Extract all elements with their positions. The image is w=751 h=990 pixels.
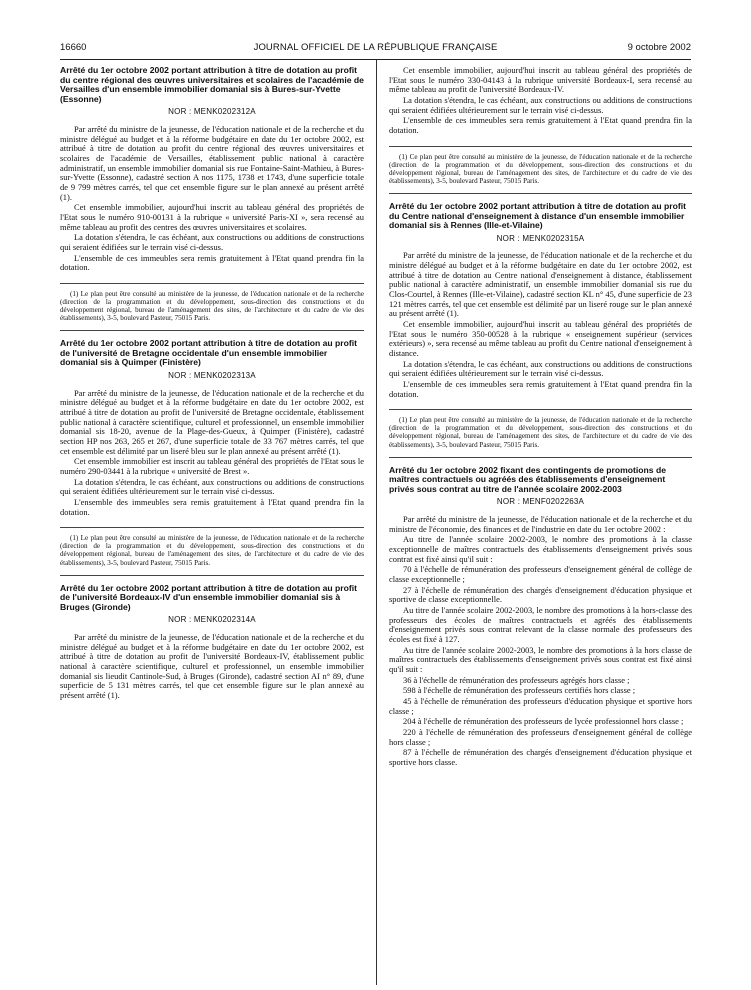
nor-reference: NOR : MENF0202263A bbox=[496, 497, 585, 507]
article-title: Arrêté du 1er octobre 2002 portant attribution à titre de dotation au profit du centre régional des œuvres universitaires et scolaires de l'académie de Versailles d'un ensemble immobilier domanial sis à Bures-sur-Yvette (Essonne) bbox=[60, 66, 364, 104]
article-paragraph: Au titre de l'année scolaire 2002-2003, le nombre des promotions à la hors-classe des professeurs des écoles de maîtres contractuels et agréés des établissements d'enseignement privés sous contrat relevant de la classe normale des professeurs des écoles est fixé à 127. bbox=[389, 604, 692, 644]
article-paragraph: L'ensemble de ces immeubles sera remis gratuitement à l'Etat quand prendra fin la dotation. bbox=[389, 378, 692, 399]
article-title: Arrêté du 1er octobre 2002 portant attribution à titre de dotation au profit de l'université de Bretagne occidentale d'un ensemble immobilier domanial sis à Quimper (Finistère) bbox=[60, 338, 357, 368]
article-title: Arrêté du 1er octobre 2002 fixant des contingents de promotions de maîtres contractuels ou agréés des établissements d'enseignement privés sous contrat au titre de l'année scolaire 2002-2003 bbox=[389, 464, 666, 494]
article-paragraph: Cet ensemble immobilier est inscrit au tableau général des propriétés de l'Etat sous le numéro 290-03441 à la rubrique « université de Brest ». bbox=[60, 456, 364, 476]
article-paragraph: Au titre de l'année scolaire 2002-2003, le nombre des promotions à la hors classe de maîtres contractuels des établissements d'enseignement privés sous contrat est fixé ainsi qu'il suit : bbox=[389, 644, 692, 674]
article-separator bbox=[389, 457, 692, 458]
article-paragraph: Par arrêté du ministre de la jeunesse, de l'éducation nationale et de la recherche et du ministre délégué au budget et à la réforme budgétaire en date du 1er octobre 2002, est attribué à titre de dotation au profit de l'université de Bretagne occidentale, établissement public national à caractère scientifique, culturel et professionnel, un ensemble immobilier domanial sis 18-20, avenue de la Plage-des-Gueux, à Quimper (Finistère), cadastré section HP nos 263, 265 et 267, d'une superficie totale de 33 767 mètres carrés, tel que cet ensemble est délimité par un liseré bleu sur le plan annexé au présent arrêté (1). bbox=[60, 387, 364, 456]
article-paragraph: La dotation s'étendra, le cas échéant, aux constructions ou additions de constructions qui seraient édifiées ultérieurement sur le terrain visé ci-dessus. bbox=[389, 358, 692, 379]
article-quimper bbox=[60, 339, 364, 575]
article-separator bbox=[60, 575, 364, 576]
article-paragraph: La dotation s'étendra, le cas échéant, aux constructions ou additions de constructions qui seraient édifiées ultérieurement sur le terrain visé ci-dessus. bbox=[389, 94, 692, 115]
journal-title: JOURNAL OFFICIEL DE LA RÉPUBLIQUE FRANÇAISE bbox=[253, 42, 498, 53]
footnote bbox=[389, 416, 692, 448]
footnote-rule bbox=[60, 527, 364, 528]
article-paragraph: 220 à l'échelle de rémunération des professeurs d'enseignement général de collège hors classe ; bbox=[389, 726, 692, 747]
right-column bbox=[389, 66, 692, 981]
issue-date: 9 octobre 2002 bbox=[627, 42, 691, 53]
article-paragraph: La dotation s'étendra, le cas échéant, aux constructions ou additions de constructions qui seraient édifiées ultérieurement sur le terrain visé ci-dessus. bbox=[60, 476, 364, 497]
article-paragraph: 87 à l'échelle de rémunération des chargés d'enseignement d'éducation physique et sportive hors classe. bbox=[389, 747, 692, 767]
article-paragraph: L'ensemble de ces immeubles sera remis gratuitement à l'Etat quand prendra fin la dotation. bbox=[389, 115, 692, 135]
column-divider bbox=[376, 60, 377, 985]
article-title: Arrêté du 1er octobre 2002 portant attribution à titre de dotation au profit de l'université Bordeaux-IV d'un ensemble immobilier domanial sis à Bruges (Gironde) bbox=[60, 582, 357, 612]
article-separator bbox=[60, 330, 364, 331]
article-paragraph: 45 à l'échelle de rémunération des professeurs d'éducation physique et sportive hors classe ; bbox=[389, 695, 692, 716]
footnote bbox=[389, 153, 692, 185]
nor-reference: NOR : MENK0202313A bbox=[168, 371, 256, 381]
article-paragraph: Par arrêté du ministre de la jeunesse, de l'éducation nationale et de la recherche et du ministre délégué au budget et à la réforme budgétaire en date du 1er octobre 2002, est attribué à titre de dotation au profit du centre régional des œuvres universitaires et scolaires de l'académie de Versailles, établissement public national à caractère administratif, un ensemble immobilier domanial sis rue Fontaine-Saint-Mathieu, à Bures-sur-Yvette (Essonne), cadastré section A nos 1175, 1738 et 1743, d'une superficie totale de 9 799 mètres carrés, tel que cet ensemble figure sur le plan annexé au présent arrêté (1). bbox=[60, 124, 364, 202]
page-header bbox=[60, 42, 691, 56]
footnote bbox=[60, 290, 364, 322]
footnote-text: (1) Le plan peut être consulté au ministère de la jeunesse, de l'éducation nationale et de la recherche (direction de la programmation et du développement, sous-direction des constructions et du développement régional, bureau de l'aménagement des sites, de l'architecture et du cadre de vie des établissements), 3-5, boulevard Pasteur, 75015 Paris. bbox=[60, 534, 364, 567]
article-paragraph: Cet ensemble immobilier, aujourd'hui inscrit au tableau général des propriétés de l'Etat sous le numéro 350-00528 à la rubrique « enseignement supérieur (services extérieurs) », sera recensé au même tableau au profit du Centre national d'enseignement à distance. bbox=[389, 319, 692, 358]
left-column bbox=[60, 66, 364, 981]
article-paragraph: Cet ensemble immobilier, aujourd'hui inscrit au tableau général des propriétés de l'Etat sous le numéro 330-04143 à la rubrique université Bordeaux-I, sera recensé au même tableau au profit de l'université Bordeaux-IV. bbox=[389, 66, 692, 95]
article-bures-sur-yvette bbox=[60, 66, 364, 331]
article-paragraph: Au titre de l'année scolaire 2002-2003, le nombre des promotions à la classe exceptionnelle de maîtres contractuels des établissements d'enseignement privés sous contrat est fixé ainsi qu'il suit : bbox=[389, 534, 692, 564]
article-title: Arrêté du 1er octobre 2002 portant attribution à titre de dotation au profit du Centre national d'enseignement à distance d'un ensemble immobilier domanial sis à Rennes (Ille-et-Vilaine) bbox=[389, 200, 686, 231]
article-paragraph: 598 à l'échelle de rémunération des professeurs certifiés hors classe ; bbox=[403, 685, 636, 696]
article-bruges bbox=[60, 584, 364, 701]
page-number: 16660 bbox=[60, 42, 87, 53]
footnote-text: (1) Le plan peut être consulté au ministère de la jeunesse, de l'éducation nationale et de la recherche (direction de la programmation et du développement, sous-direction des constructions et du développement régional, bureau de l'aménagement des sites, de l'architecture et du cadre de vie des établissements), 3-5, boulevard Pasteur, 75015 Paris. bbox=[60, 289, 364, 323]
article-paragraph: La dotation s'étendra, le cas échéant, aux constructions ou additions de constructions qui seraient édifiées sur le terrain visé ci-dessus. bbox=[60, 232, 364, 252]
footnote-rule bbox=[60, 283, 364, 284]
article-promotions bbox=[389, 466, 692, 768]
article-paragraph: Par arrêté du ministre de la jeunesse, de l'éducation nationale et de la recherche et du ministre délégué au budget et à la réforme budgétaire en date du 1er octobre 2002, est attribué à titre de dotation au Centre national d'enseignement à distance, établissement public national à caractère administratif, un ensemble immobilier domanial sis rue du Clos-Courtel, à Rennes (Ille-et-Vilaine), cadastré section KL n° 45, d'une superficie de 23 121 mètres carrés, tel que cet ensemble est délimité par un liseré rouge sur le plan annexé au présent arrêté (1). bbox=[389, 250, 692, 319]
article-paragraph: Par arrêté du ministre de la jeunesse, de l'éducation nationale et de la recherche et du ministre délégué au budget et à la réforme budgétaire en date du 1er octobre 2002, est attribué à titre de dotation au profit de l'université Bordeaux-IV, établissement public national à caractère scientifique, culturel et professionnel, un ensemble immobilier domanial sis lieudit Cantinole-Sud, à Bruges (Gironde), cadastré section AI n° 89, d'une superficie de 5 131 mètres carrés, tel que cet ensemble figure sur le plan annexé au présent arrêté (1). bbox=[60, 632, 364, 700]
article-paragraph: 27 à l'échelle de rémunération des chargés d'enseignement d'éducation physique et sportive de classe exceptionnelle. bbox=[389, 584, 692, 605]
article-separator bbox=[389, 193, 692, 194]
article-paragraph: Cet ensemble immobilier, aujourd'hui inscrit au tableau général des propriétés de l'Etat sous le numéro 910-00131 à la rubrique « université Paris-XI », sera recensé au même tableau au profit des centres des œuvres universitaires et scolaires. bbox=[60, 202, 364, 232]
article-paragraph: Par arrêté du ministre de la jeunesse, de l'éducation nationale et de la recherche et du ministre de l'économie, des finances et de l'industrie en date du 1er octobre 2002 : bbox=[389, 514, 692, 534]
nor-reference: NOR : MENK0202312A bbox=[168, 107, 256, 117]
article-paragraph: 36 à l'échelle de rémunération des professeurs agrégés hors classe ; bbox=[403, 674, 630, 685]
nor-reference: NOR : MENK0202314A bbox=[168, 615, 256, 625]
article-paragraph: L'ensemble de ces immeubles sera remis gratuitement à l'Etat quand prendra fin la dotation. bbox=[60, 252, 364, 273]
article-paragraph: 70 à l'échelle de rémunération des professeurs d'enseignement général de collège de classe exceptionnelle ; bbox=[389, 564, 692, 584]
footnote-rule bbox=[389, 146, 692, 147]
article-rennes bbox=[389, 202, 692, 458]
nor-reference: NOR : MENK0202315A bbox=[496, 233, 585, 243]
article-paragraph: 204 à l'échelle de rémunération des professeurs de lycée professionnel hors classe ; bbox=[403, 716, 684, 727]
footnote-text: (1) Ce plan peut être consulté au ministère de la jeunesse, de l'éducation nationale et de la recherche (direction de la programmation et du développement, sous-direction des constructions et du développement régional, bureau de l'aménagement des sites, de l'architecture et du cadre de vie des établissements), 3-5, boulevard Pasteur, 75015 Paris. bbox=[389, 152, 692, 185]
footnote bbox=[60, 534, 364, 566]
footnote-rule bbox=[389, 409, 692, 410]
article-paragraph: L'ensemble des immeubles sera remis gratuitement à l'Etat quand prendra fin la dotation. bbox=[60, 496, 364, 517]
footnote-text: (1) Le plan peut être consulté au ministère de la jeunesse, de l'éducation nationale et de la recherche (direction de la programmation et du développement, sous-direction des constructions et du développement régional, bureau de l'aménagement des sites, de l'architecture et du cadre de vie des établissements), 3-5, boulevard Pasteur, 75015 Paris. bbox=[389, 416, 692, 449]
article-bruges-continued bbox=[389, 66, 692, 194]
